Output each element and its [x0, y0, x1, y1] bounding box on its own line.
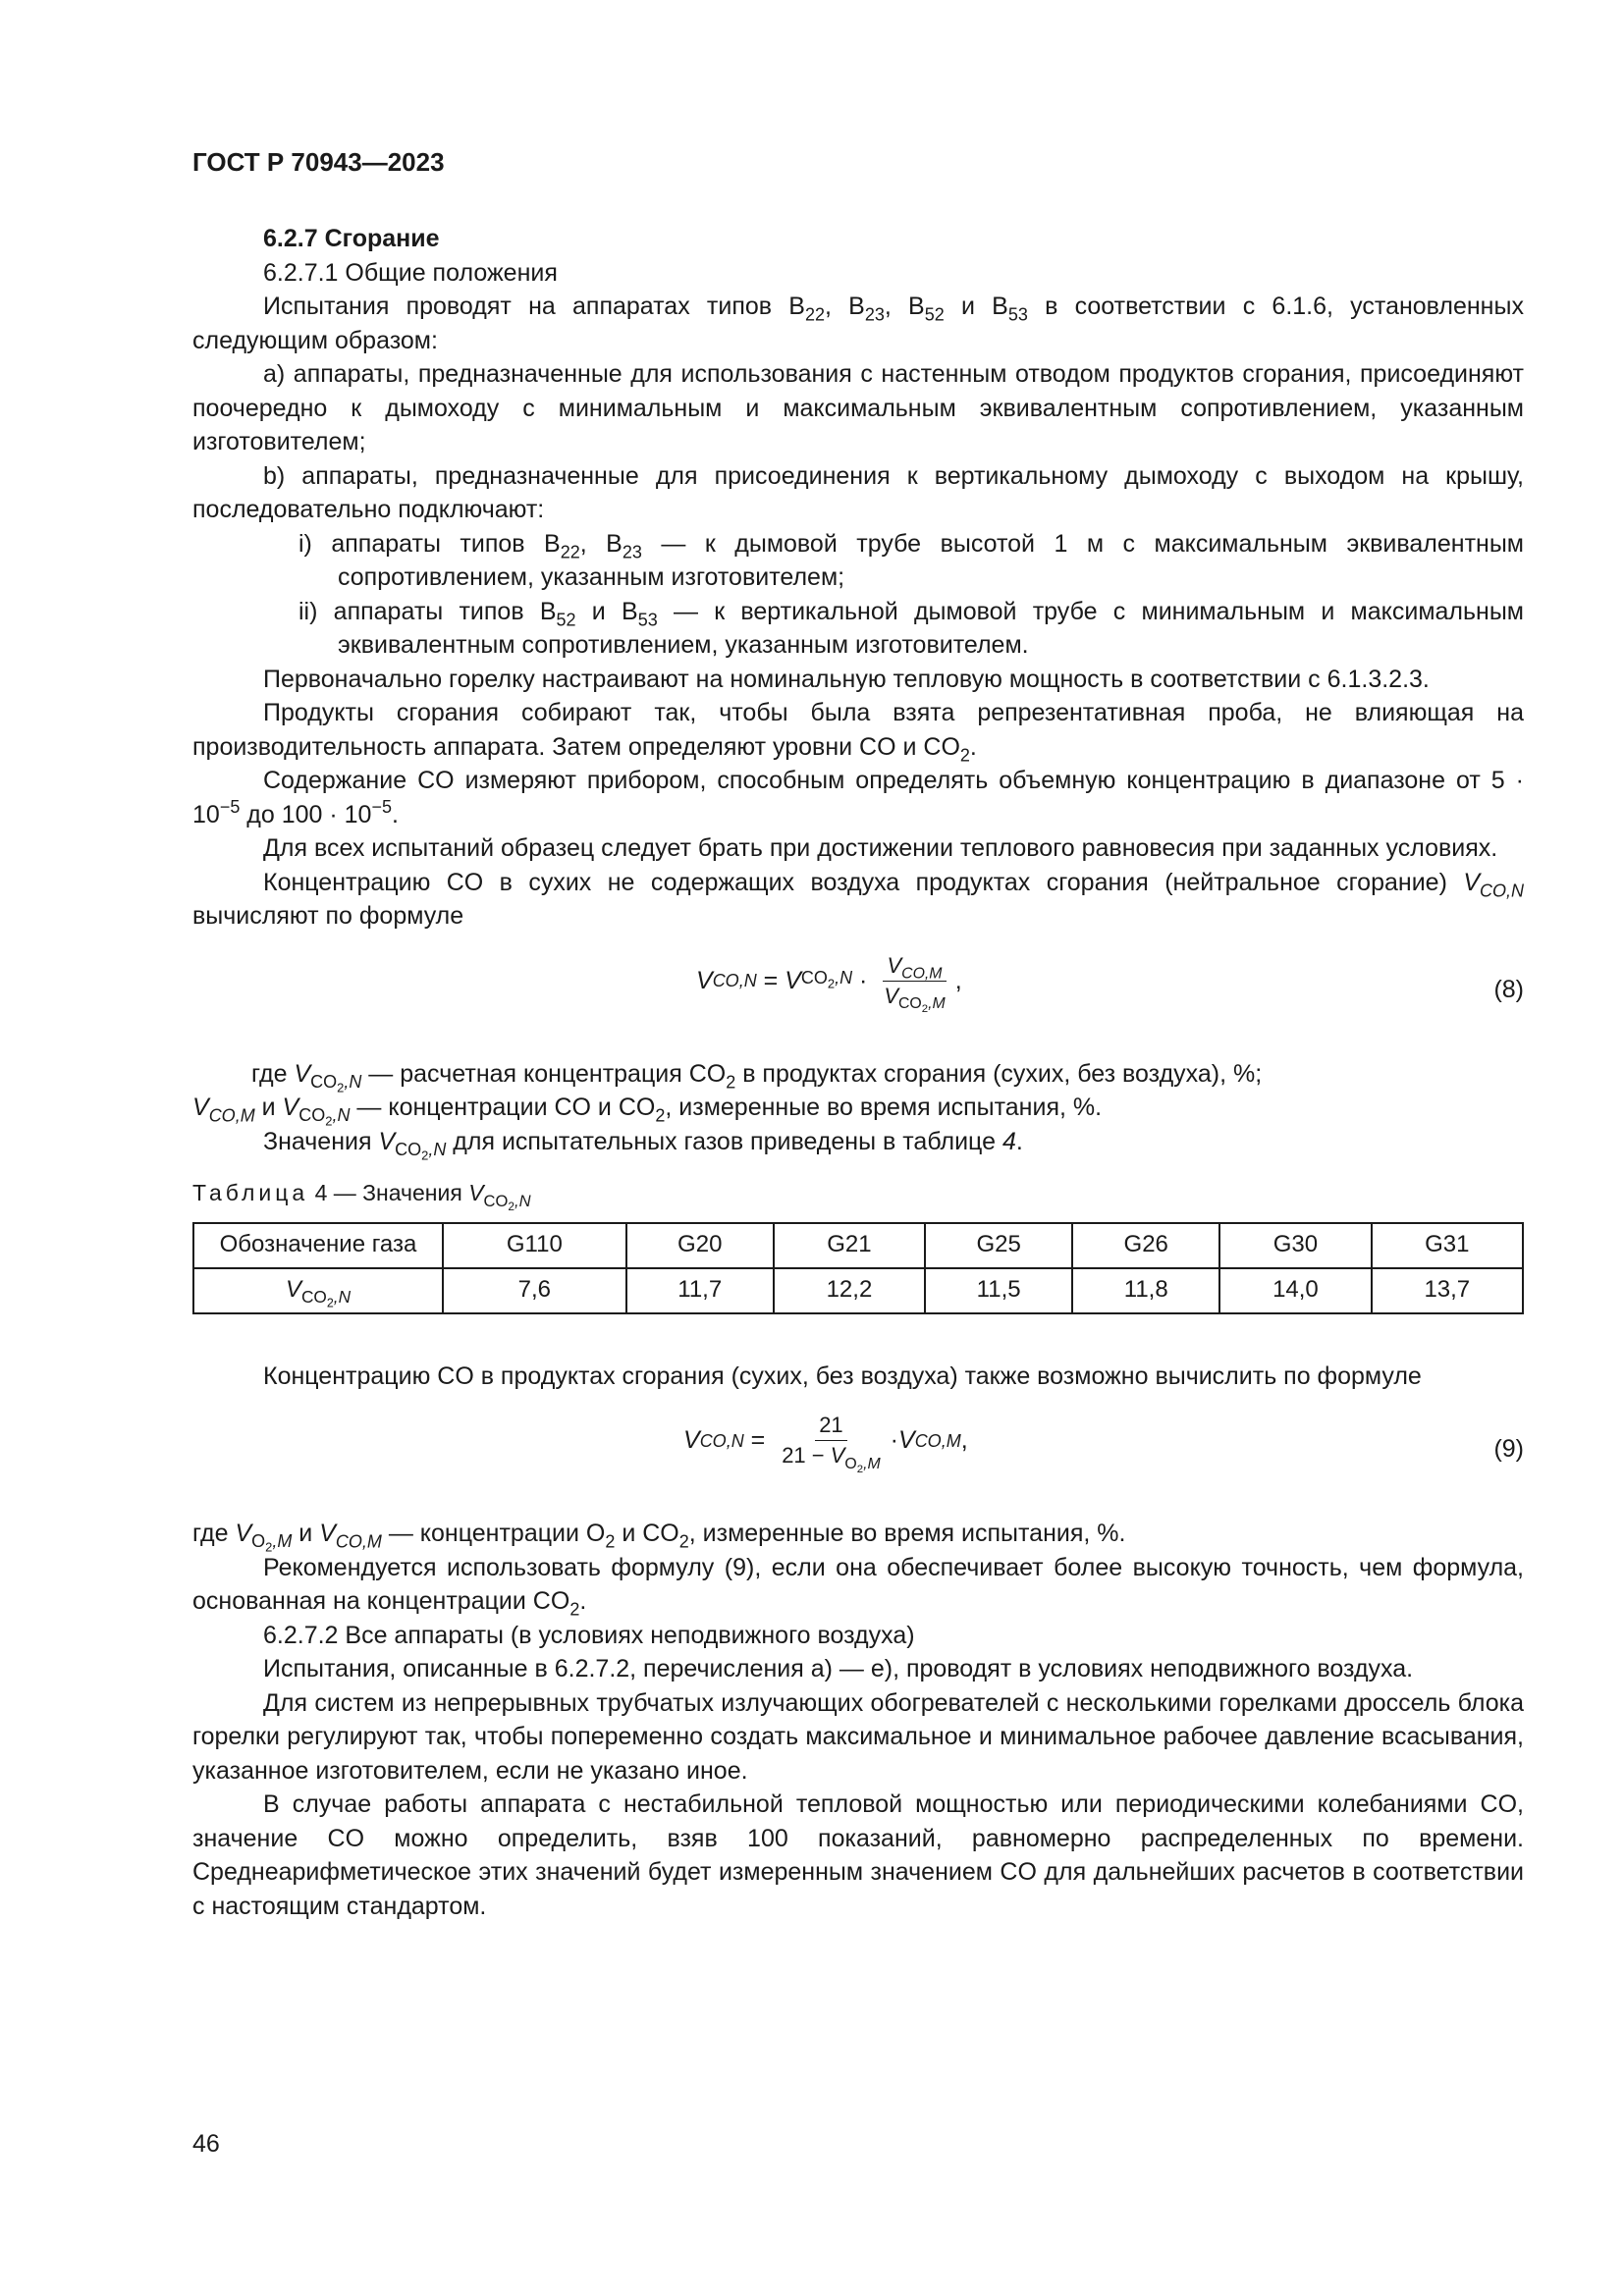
fraction: $\frac{V_{CO,M}}{V_{CO_2,M}}$ — [884, 952, 946, 1016]
table-cell: 11,7 — [626, 1268, 774, 1313]
table-header-cell: G26 — [1072, 1223, 1219, 1268]
paragraph: Продукты сгорания собирают так, чтобы была взята репрезентативная проба, не влияющая на производительность аппарата. Затем определяют уровни CO и $CO_2$. — [192, 699, 1524, 765]
page-number: 46 — [192, 2130, 220, 2158]
list-item-i: i) аппараты типов $B_{22}$, $B_{23}$ — к дымовой трубе высотой 1 м с максимальным эквивалентным сопротивлением, указанным изготовителем; — [298, 529, 1524, 591]
list-item-a: a) аппараты, предназначенные для использования с настенным отводом продуктов сгорания, присоединяют поочередно к дымоходу с минимальным и максимальным эквивалентным сопротивлением, указанным изготовителем; — [192, 360, 1524, 455]
paragraph: Значения $V_{CO_2,N}$ для испытательных газов приведены в таблице 4. — [263, 1127, 1023, 1163]
table-row-label: $V_{CO_2,N}$ — [193, 1268, 443, 1313]
fraction: $\frac{21}{21 - V_{O_2,M}}$ — [782, 1413, 881, 1475]
document-body — [192, 222, 1524, 1923]
section-heading: 6.2.7 Сгорание — [263, 225, 440, 252]
formula-8: V CO,N = V $CO_2,N$ · $\frac{V_{CO,M}}{V_{CO_2,M}}$ , (8) — [696, 952, 1524, 1016]
table-row — [193, 1268, 1523, 1313]
table-header-cell: G25 — [925, 1223, 1072, 1268]
formula-legend-line-1: где $V_{CO_2,N}$ — расчетная концентрация $CO_2$ в продуктах сгорания (сухих, без воздуха), %; — [251, 1059, 1263, 1095]
table-header-cell: Обозначение газа — [193, 1223, 443, 1268]
list-item-ii: ii) аппараты типов $B_{52}$ и $B_{53}$ — к вертикальной дымовой трубе с минимальным и максимальным эквивалентным сопротивлением, указанным изготовителем. — [298, 597, 1524, 659]
table-cell: 7,6 — [443, 1268, 626, 1313]
subsection-heading-1: 6.2.7.1 Общие положения — [263, 258, 558, 287]
paragraph: В случае работы аппарата с нестабильной тепловой мощностью или периодическими колебаниями CO, значение CO можно определить, взяв 100 показаний, равномерно распределенных по времени. Среднеарифметическое этих значений будет измеренным значением CO для дальнейших расчетов в соответствии с настоящим стандартом. — [192, 1790, 1524, 1920]
table-row — [193, 1223, 1523, 1268]
equation-number-8: (8) — [1493, 975, 1524, 1003]
paragraph: Для систем из непрерывных трубчатых излучающих обогревателей с несколькими горелками дроссель блока горелки регулируют так, чтобы попеременно создать максимальное и минимальное рабочее давление всасывания, указанное изготовителем, если не указано иное. — [192, 1688, 1524, 1785]
equation-number-9: (9) — [1493, 1435, 1524, 1463]
document-header: ГОСТ Р 70943—2023 — [192, 147, 445, 177]
list-item-b: b) аппараты, предназначенные для присоединения к вертикальному дымоходу с выходом на крышу, последовательно подключают: — [192, 461, 1524, 523]
subsection-heading-2: 6.2.7.2 Все аппараты (в условиях неподвижного воздуха) — [263, 1621, 915, 1649]
table-header-cell: G110 — [443, 1223, 626, 1268]
formula-legend-9: где $V_{O_2,M}$ и $V_{CO,M}$ — концентрации $O_2$ и $CO_2$, измеренные во время испытания, %. — [192, 1520, 1126, 1555]
paragraph: Для всех испытаний образец следует брать при достижении теплового равновесия при заданных условиях. — [263, 834, 1498, 862]
formula-legend-line-2: $V_{CO,M}$ и $V_{CO_2,N}$ — концентрации CO и $CO_2$, измеренные во время испытания, %. — [192, 1094, 1103, 1129]
table-cell: 14,0 — [1219, 1268, 1371, 1313]
table-cell: 13,7 — [1372, 1268, 1523, 1313]
table-cell: 11,5 — [925, 1268, 1072, 1313]
table-header-cell: G20 — [626, 1223, 774, 1268]
paragraph: Испытания проводят на аппаратах типов $B_{22}$, $B_{23}$, $B_{52}$ и $B_{53}$ в соответствии с 6.1.6, установленных следующим образом: — [192, 293, 1524, 354]
paragraph: Концентрацию CO в сухих не содержащих воздуха продуктах сгорания (нейтральное сгорание) $V_{CO,N}$ вычисляют по формуле — [192, 868, 1524, 930]
paragraph: Первоначально горелку настраивают на номинальную тепловую мощность в соответствии с 6.1.3.2.3. — [263, 665, 1430, 693]
table-caption: Таблица 4 — Значения $V_{CO_2,N}$ — [192, 1180, 531, 1213]
table-cell: 11,8 — [1072, 1268, 1219, 1313]
paragraph: Рекомендуется использовать формулу (9), если она обеспечивает более высокую точность, чем формула, основанная на концентрации $CO_2$. — [192, 1553, 1524, 1620]
table-header-cell: G21 — [774, 1223, 925, 1268]
gas-table — [192, 1222, 1524, 1314]
table-header-cell: G30 — [1219, 1223, 1371, 1268]
formula-9: V CO,N = $\frac{21}{21 - V_{O_2,M}}$ · V CO,M , (9) — [683, 1413, 1524, 1475]
paragraph: Концентрацию CO в продуктах сгорания (сухих, без воздуха) также возможно вычислить по формуле — [263, 1362, 1422, 1390]
table-header-cell: G31 — [1372, 1223, 1523, 1268]
paragraph: Содержание CO измеряют прибором, способным определять объемную концентрацию в диапазоне от $5 \cdot 10^{-5}$ до $100 \cdot 10^{-5}$. — [192, 767, 1524, 828]
paragraph: Испытания, описанные в 6.2.7.2, перечисления a) — e), проводят в условиях неподвижного воздуха. — [263, 1655, 1414, 1682]
table-cell: 12,2 — [774, 1268, 925, 1313]
